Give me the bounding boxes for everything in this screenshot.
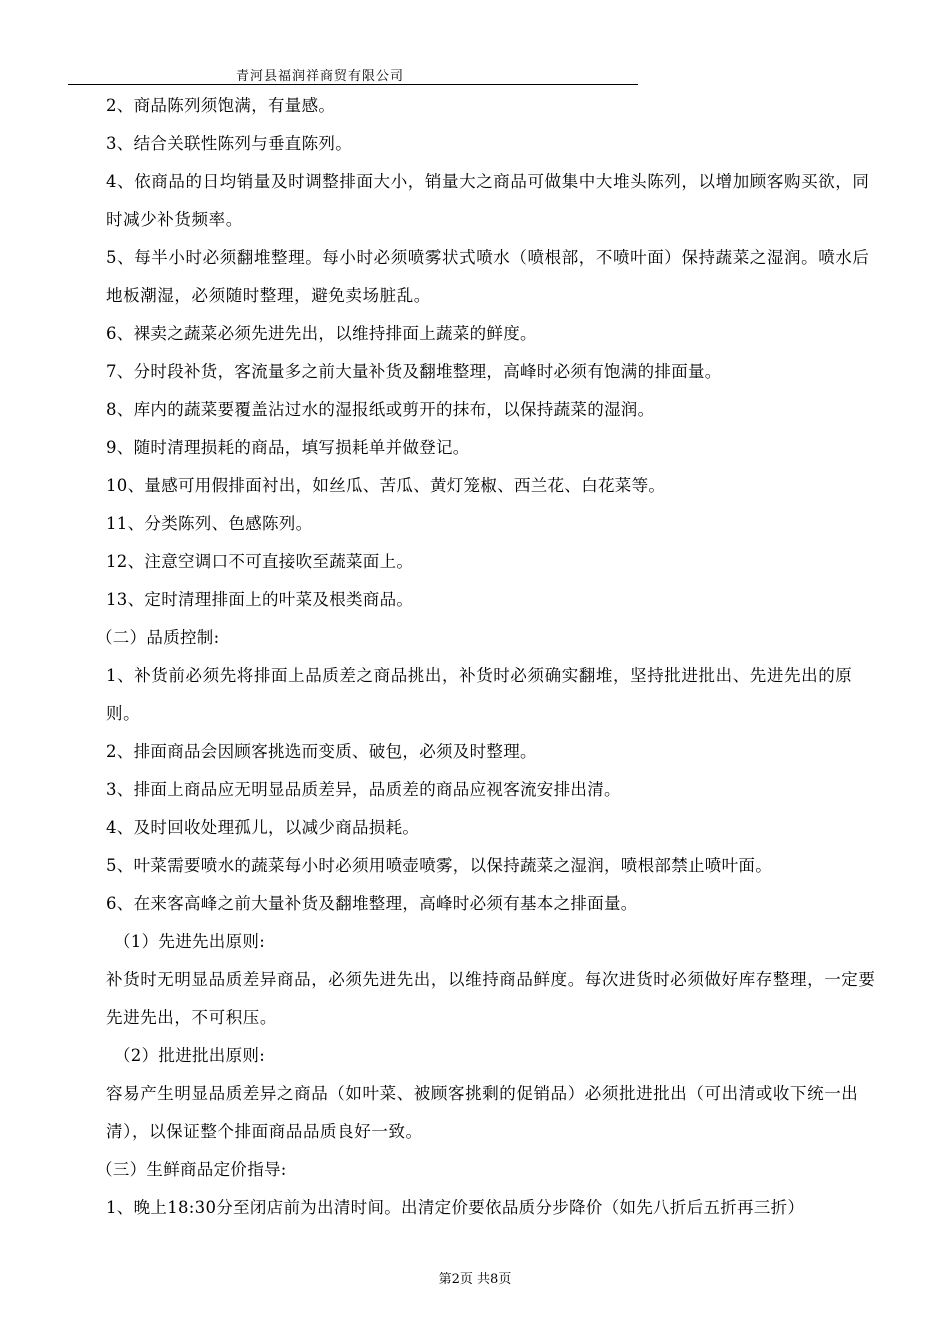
paragraph: 6、裸卖之蔬菜必须先进先出，以维持排面上蔬菜的鲜度。 — [106, 324, 537, 343]
section-heading: （三）生鲜商品定价指导: — [96, 1160, 287, 1179]
paragraph: 8、库内的蔬菜要覆盖沾过水的湿报纸或剪开的抹布，以保持蔬菜的湿润。 — [106, 400, 655, 419]
paragraph: 1、晚上18:30分至闭店前为出清时间。出清定价要依品质分步降价（如先八折后五折再三折） — [106, 1198, 805, 1217]
paragraph: 2、商品陈列须饱满，有量感。 — [106, 96, 336, 115]
paragraph: 6、在来客高峰之前大量补货及翻堆整理，高峰时必须有基本之排面量。 — [106, 894, 638, 913]
document-header: 青河县福润祥商贸有限公司 — [235, 69, 404, 84]
paragraph: 7、分时段补货，客流量多之前大量补货及翻堆整理，高峰时必须有饱满的排面量。 — [106, 362, 722, 381]
subsection-heading: （2）批进批出原则: — [114, 1046, 266, 1065]
paragraph: 12、注意空调口不可直接吹至蔬菜面上。 — [106, 552, 414, 571]
paragraph: 9、随时清理损耗的商品，填写损耗单并做登记。 — [106, 438, 470, 457]
subsection-heading: （1）先进先出原则: — [114, 932, 266, 951]
paragraph: 11、分类陈列、色感陈列。 — [106, 514, 313, 533]
paragraph: 5、每半小时必须翻堆整理。每小时必须喷雾状式喷水（喷根部，不喷叶面）保持蔬菜之湿润。喷水后地板潮湿，必须随时整理，避免卖场脏乱。 — [106, 248, 870, 305]
paragraph: 13、定时清理排面上的叶菜及根类商品。 — [106, 590, 414, 609]
document-body — [68, 87, 884, 1227]
page-number: 第2页 共8页 — [438, 1272, 512, 1287]
paragraph: 1、补货前必须先将排面上品质差之商品挑出，补货时必须确实翻堆，坚持批进批出、先进先出的原则。 — [106, 666, 853, 723]
paragraph: 补货时无明显品质差异商品，必须先进先出，以维持商品鲜度。每次进货时必须做好库存整理，一定要先进先出，不可积压。 — [106, 970, 876, 1027]
paragraph: 4、依商品的日均销量及时调整排面大小，销量大之商品可做集中大堆头陈列，以增加顾客购买欲，同时减少补货频率。 — [106, 172, 870, 229]
paragraph: 4、及时回收处理孤儿，以减少商品损耗。 — [106, 818, 420, 837]
paragraph: 3、结合关联性陈列与垂直陈列。 — [106, 134, 352, 153]
paragraph: 10、量感可用假排面衬出，如丝瓜、苦瓜、黄灯笼椒、西兰花、白花菜等。 — [106, 476, 666, 495]
paragraph: 5、叶菜需要喷水的蔬菜每小时必须用喷壶喷雾，以保持蔬菜之湿润，喷根部禁止喷叶面。 — [106, 856, 772, 875]
section-heading: （二）品质控制: — [96, 628, 220, 647]
paragraph: 2、排面商品会因顾客挑选而变质、破包，必须及时整理。 — [106, 742, 537, 761]
paragraph: 3、排面上商品应无明显品质差异，品质差的商品应视客流安排出清。 — [106, 780, 621, 799]
paragraph: 容易产生明显品质差异之商品（如叶菜、被顾客挑剩的促销品）必须批进批出（可出清或收下统一出清），以保证整个排面商品品质良好一致。 — [106, 1084, 859, 1141]
header-divider — [68, 84, 638, 85]
